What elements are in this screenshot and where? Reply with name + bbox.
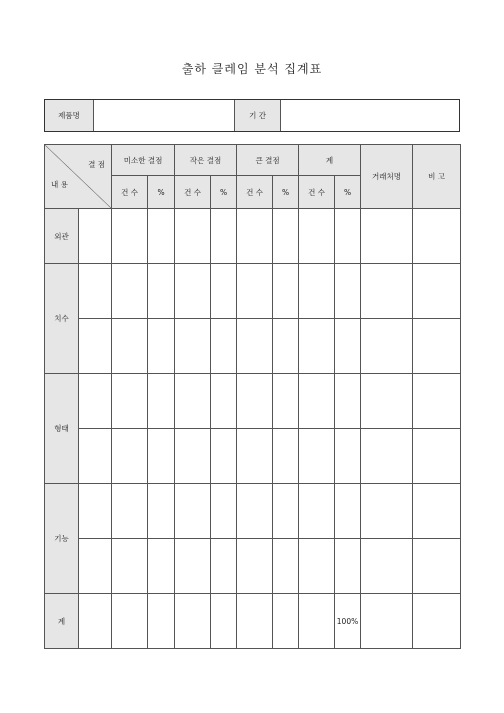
data-cell[interactable] — [273, 264, 299, 319]
data-cell[interactable] — [148, 539, 175, 594]
product-label: 제품명 — [45, 100, 94, 131]
table-row — [45, 374, 461, 429]
data-cell[interactable] — [175, 209, 211, 264]
data-cell[interactable] — [413, 429, 461, 484]
group-header: 계 — [299, 145, 361, 176]
product-field[interactable] — [94, 100, 235, 131]
row-label: 형태 — [45, 374, 79, 484]
data-cell[interactable] — [79, 209, 112, 264]
data-cell[interactable] — [175, 374, 211, 429]
data-cell[interactable] — [175, 319, 211, 374]
row-label: 외관 — [45, 209, 79, 264]
data-cell[interactable] — [211, 594, 237, 649]
data-cell[interactable] — [299, 209, 335, 264]
data-cell[interactable] — [237, 264, 273, 319]
data-cell[interactable] — [273, 539, 299, 594]
pct-subheader: % — [148, 176, 175, 209]
data-cell[interactable] — [237, 429, 273, 484]
data-cell[interactable] — [112, 539, 148, 594]
data-cell[interactable] — [273, 594, 299, 649]
claim-table — [44, 144, 461, 649]
table-row — [45, 209, 461, 264]
group-header: 큰 결점 — [237, 145, 299, 176]
data-cell[interactable] — [148, 374, 175, 429]
data-cell[interactable] — [299, 594, 335, 649]
data-cell[interactable] — [237, 484, 273, 539]
data-cell[interactable] — [79, 539, 112, 594]
corner-bottom-label: 내 용 — [51, 180, 68, 189]
data-cell[interactable] — [299, 539, 335, 594]
data-cell[interactable] — [148, 429, 175, 484]
data-cell[interactable] — [413, 264, 461, 319]
data-cell[interactable] — [112, 594, 148, 649]
pct-subheader: % — [335, 176, 361, 209]
data-cell[interactable] — [175, 539, 211, 594]
data-cell[interactable] — [237, 319, 273, 374]
data-cell[interactable] — [299, 374, 335, 429]
data-cell[interactable] — [299, 429, 335, 484]
data-cell[interactable] — [79, 264, 112, 319]
data-cell[interactable] — [79, 429, 112, 484]
data-cell[interactable] — [335, 319, 361, 374]
count-subheader: 건 수 — [112, 176, 148, 209]
data-cell[interactable] — [148, 484, 175, 539]
data-cell[interactable] — [79, 484, 112, 539]
data-cell[interactable] — [413, 319, 461, 374]
data-cell[interactable] — [237, 539, 273, 594]
table-row — [45, 539, 461, 594]
data-cell[interactable] — [335, 374, 361, 429]
data-cell[interactable] — [299, 264, 335, 319]
data-cell[interactable] — [361, 539, 413, 594]
data-cell[interactable] — [112, 429, 148, 484]
data-cell[interactable] — [335, 209, 361, 264]
data-cell[interactable] — [211, 374, 237, 429]
data-cell[interactable] — [175, 429, 211, 484]
total-pct-cell[interactable]: 100% — [335, 594, 361, 649]
data-cell[interactable] — [175, 264, 211, 319]
data-cell[interactable] — [211, 264, 237, 319]
data-cell[interactable] — [361, 319, 413, 374]
data-cell[interactable] — [299, 319, 335, 374]
page-title: 출하 클레임 분석 집계표 — [181, 62, 323, 76]
count-subheader: 건 수 — [299, 176, 335, 209]
data-cell[interactable] — [361, 594, 413, 649]
data-cell[interactable] — [79, 374, 112, 429]
table-row — [45, 319, 461, 374]
row-label: 치수 — [45, 264, 79, 374]
data-cell[interactable] — [361, 374, 413, 429]
pct-subheader: % — [273, 176, 299, 209]
table-row — [45, 429, 461, 484]
data-cell[interactable] — [361, 264, 413, 319]
group-header: 미소한 결점 — [112, 145, 175, 176]
data-cell[interactable] — [361, 209, 413, 264]
row-label: 기능 — [45, 484, 79, 594]
data-cell[interactable] — [237, 594, 273, 649]
data-cell[interactable] — [211, 429, 237, 484]
data-cell[interactable] — [413, 539, 461, 594]
data-cell[interactable] — [273, 484, 299, 539]
data-cell[interactable] — [211, 209, 237, 264]
data-cell[interactable] — [335, 484, 361, 539]
data-cell[interactable] — [112, 209, 148, 264]
data-cell[interactable] — [112, 264, 148, 319]
data-cell[interactable] — [237, 209, 273, 264]
data-cell[interactable] — [211, 484, 237, 539]
data-cell[interactable] — [237, 374, 273, 429]
data-cell[interactable] — [211, 539, 237, 594]
data-cell[interactable] — [273, 429, 299, 484]
data-cell[interactable] — [175, 484, 211, 539]
data-cell[interactable] — [148, 264, 175, 319]
remark-header: 비 고 — [413, 145, 461, 209]
data-cell[interactable] — [112, 484, 148, 539]
header-corner — [45, 145, 112, 209]
data-cell[interactable] — [79, 594, 112, 649]
data-cell[interactable] — [211, 319, 237, 374]
data-cell[interactable] — [361, 484, 413, 539]
data-cell[interactable] — [273, 319, 299, 374]
data-cell[interactable] — [148, 319, 175, 374]
data-cell[interactable] — [273, 374, 299, 429]
info-bar — [44, 99, 460, 132]
count-subheader: 건 수 — [237, 176, 273, 209]
data-cell[interactable] — [273, 209, 299, 264]
data-cell[interactable] — [413, 484, 461, 539]
data-cell[interactable] — [335, 429, 361, 484]
table-row — [45, 264, 461, 319]
row-label: 계 — [45, 594, 79, 649]
data-cell[interactable] — [112, 374, 148, 429]
data-cell[interactable] — [148, 594, 175, 649]
data-cell[interactable] — [299, 484, 335, 539]
total-row — [45, 594, 461, 649]
data-cell[interactable] — [335, 539, 361, 594]
data-cell[interactable] — [335, 264, 361, 319]
data-cell[interactable] — [413, 594, 461, 649]
pct-subheader: % — [211, 176, 237, 209]
period-label: 기 간 — [235, 100, 281, 131]
supplier-header: 거래처명 — [361, 145, 413, 209]
data-cell[interactable] — [361, 429, 413, 484]
data-cell[interactable] — [175, 594, 211, 649]
data-cell[interactable] — [413, 374, 461, 429]
data-cell[interactable] — [413, 209, 461, 264]
table-row — [45, 484, 461, 539]
data-cell[interactable] — [79, 319, 112, 374]
period-field[interactable] — [281, 100, 459, 131]
data-cell[interactable] — [112, 319, 148, 374]
count-subheader: 건 수 — [175, 176, 211, 209]
group-header: 작은 결점 — [175, 145, 237, 176]
corner-top-label: 결 점 — [88, 160, 105, 169]
data-cell[interactable] — [148, 209, 175, 264]
